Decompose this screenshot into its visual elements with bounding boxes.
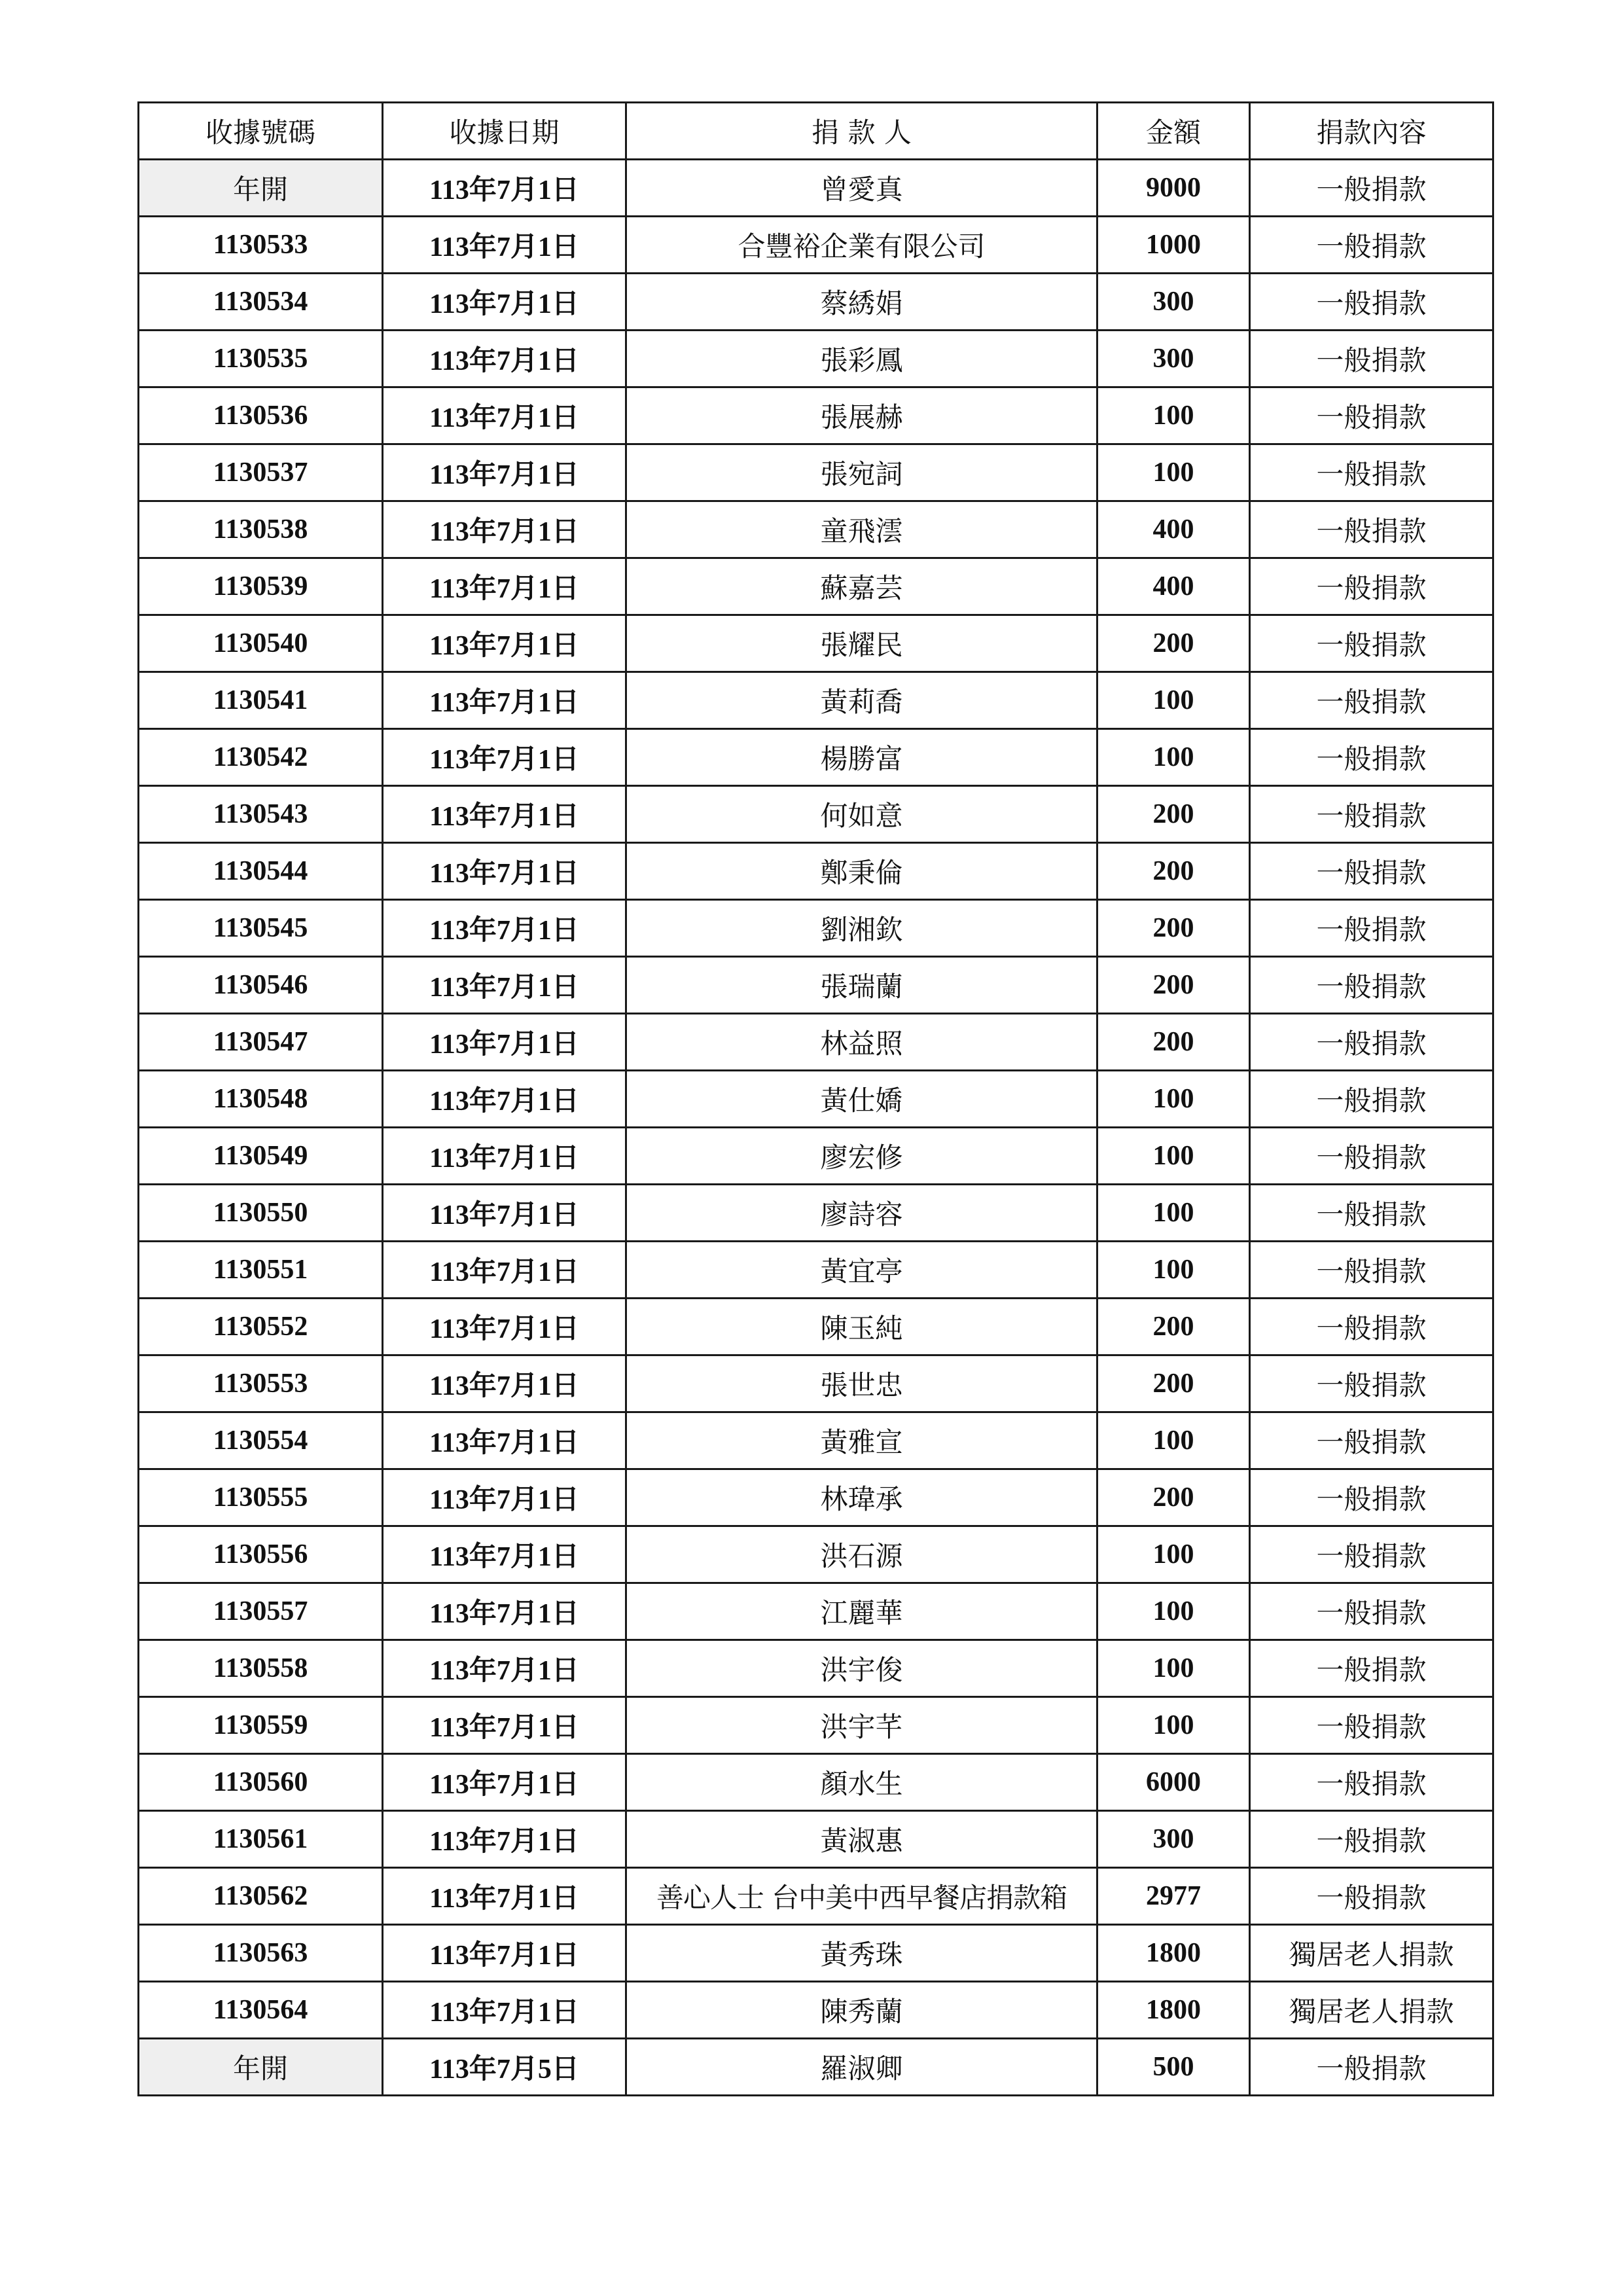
cell-donor: 合豐裕企業有限公司 [626,217,1097,274]
cell-amount: 100 [1097,672,1250,729]
cell-donation-type: 一般捐款 [1250,1071,1493,1128]
cell-amount: 200 [1097,1355,1250,1412]
cell-donation-type: 一般捐款 [1250,1640,1493,1697]
cell-receipt-no: 1130554 [139,1412,383,1469]
cell-amount: 100 [1097,1242,1250,1299]
cell-amount: 300 [1097,274,1250,331]
cell-donation-type: 一般捐款 [1250,957,1493,1014]
table-row [139,2039,1493,2096]
cell-donor: 張彩鳳 [626,331,1097,387]
cell-receipt-no: 1130539 [139,558,383,615]
table-row [139,1355,1493,1412]
table-row [139,1014,1493,1071]
cell-receipt-no: 1130551 [139,1242,383,1299]
cell-receipt-date: 113年7月1日 [383,900,626,957]
table-row [139,444,1493,501]
cell-donor: 羅淑卿 [626,2039,1097,2096]
cell-donation-type: 一般捐款 [1250,729,1493,786]
cell-receipt-date: 113年7月1日 [383,672,626,729]
cell-donation-type: 一般捐款 [1250,1469,1493,1526]
cell-receipt-no: 1130540 [139,615,383,672]
table-row [139,729,1493,786]
cell-receipt-date: 113年7月1日 [383,1469,626,1526]
cell-amount: 200 [1097,1469,1250,1526]
cell-receipt-no: 1130543 [139,786,383,843]
cell-donor: 善心人士 台中美中西早餐店捐款箱 [626,1868,1097,1925]
cell-amount: 1800 [1097,1925,1250,1982]
cell-receipt-date: 113年7月1日 [383,160,626,217]
table-row [139,900,1493,957]
cell-donor: 張世忠 [626,1355,1097,1412]
cell-receipt-date: 113年7月5日 [383,2039,626,2096]
header-receipt-date: 收據日期 [383,103,626,160]
cell-amount: 200 [1097,615,1250,672]
cell-amount: 100 [1097,444,1250,501]
cell-receipt-date: 113年7月1日 [383,1583,626,1640]
cell-receipt-no: 1130561 [139,1811,383,1868]
cell-receipt-no: 1130545 [139,900,383,957]
cell-receipt-no: 1130544 [139,843,383,900]
cell-receipt-date: 113年7月1日 [383,1811,626,1868]
cell-receipt-date: 113年7月1日 [383,1526,626,1583]
cell-amount: 100 [1097,729,1250,786]
cell-amount: 100 [1097,1412,1250,1469]
table-row [139,1128,1493,1185]
cell-donor: 林益照 [626,1014,1097,1071]
cell-amount: 6000 [1097,1754,1250,1811]
table-row [139,1185,1493,1242]
cell-amount: 1800 [1097,1982,1250,2039]
cell-donation-type: 一般捐款 [1250,786,1493,843]
cell-amount: 200 [1097,1014,1250,1071]
cell-donor: 鄭秉倫 [626,843,1097,900]
cell-receipt-date: 113年7月1日 [383,1925,626,1982]
table-row [139,1640,1493,1697]
cell-receipt-date: 113年7月1日 [383,1128,626,1185]
cell-receipt-date: 113年7月1日 [383,387,626,444]
table-row [139,843,1493,900]
cell-receipt-no: 1130548 [139,1071,383,1128]
cell-amount: 200 [1097,900,1250,957]
cell-amount: 200 [1097,843,1250,900]
header-amount: 金額 [1097,103,1250,160]
cell-donor: 蘇嘉芸 [626,558,1097,615]
table-row [139,1982,1493,2039]
cell-amount: 300 [1097,331,1250,387]
cell-receipt-date: 113年7月1日 [383,501,626,558]
table-row [139,160,1493,217]
cell-donation-type: 一般捐款 [1250,444,1493,501]
cell-receipt-no: 1130552 [139,1299,383,1355]
table-row [139,1412,1493,1469]
cell-donation-type: 一般捐款 [1250,1697,1493,1754]
cell-amount: 100 [1097,1697,1250,1754]
header-row [139,103,1493,160]
table-header [139,103,1493,160]
cell-receipt-date: 113年7月1日 [383,786,626,843]
cell-receipt-no: 1130560 [139,1754,383,1811]
cell-receipt-no: 1130559 [139,1697,383,1754]
cell-donation-type: 一般捐款 [1250,331,1493,387]
cell-receipt-date: 113年7月1日 [383,1982,626,2039]
cell-donation-type: 一般捐款 [1250,1185,1493,1242]
cell-receipt-no: 1130535 [139,331,383,387]
table-row [139,1925,1493,1982]
cell-donor: 曾愛真 [626,160,1097,217]
table-row [139,672,1493,729]
cell-receipt-date: 113年7月1日 [383,1299,626,1355]
donation-table [137,101,1494,2096]
cell-receipt-no: 1130541 [139,672,383,729]
cell-amount: 100 [1097,1071,1250,1128]
cell-donor: 廖詩容 [626,1185,1097,1242]
table-row [139,1697,1493,1754]
cell-donor: 洪宇芊 [626,1697,1097,1754]
cell-receipt-date: 113年7月1日 [383,444,626,501]
cell-receipt-date: 113年7月1日 [383,1071,626,1128]
cell-receipt-no: 年開 [139,160,383,217]
header-donation-type: 捐款內容 [1250,103,1493,160]
cell-receipt-date: 113年7月1日 [383,217,626,274]
cell-amount: 500 [1097,2039,1250,2096]
cell-donation-type: 一般捐款 [1250,1754,1493,1811]
cell-donation-type: 一般捐款 [1250,558,1493,615]
cell-donation-type: 一般捐款 [1250,501,1493,558]
header-receipt-no: 收據號碼 [139,103,383,160]
cell-receipt-date: 113年7月1日 [383,274,626,331]
cell-donation-type: 一般捐款 [1250,1014,1493,1071]
cell-receipt-no: 1130555 [139,1469,383,1526]
cell-donation-type: 一般捐款 [1250,1355,1493,1412]
table-row [139,1754,1493,1811]
cell-receipt-date: 113年7月1日 [383,957,626,1014]
table-row [139,786,1493,843]
cell-donation-type: 一般捐款 [1250,615,1493,672]
cell-donor: 張耀民 [626,615,1097,672]
cell-amount: 400 [1097,558,1250,615]
table-body [139,160,1493,2096]
cell-donation-type: 一般捐款 [1250,274,1493,331]
cell-amount: 100 [1097,1583,1250,1640]
cell-donation-type: 一般捐款 [1250,1299,1493,1355]
cell-donor: 陳秀蘭 [626,1982,1097,2039]
cell-donor: 張宛詞 [626,444,1097,501]
cell-donor: 張展赫 [626,387,1097,444]
cell-donor: 何如意 [626,786,1097,843]
cell-amount: 9000 [1097,160,1250,217]
cell-receipt-no: 1130549 [139,1128,383,1185]
cell-donation-type: 一般捐款 [1250,1128,1493,1185]
table-row [139,1868,1493,1925]
table-row [139,387,1493,444]
cell-receipt-date: 113年7月1日 [383,1242,626,1299]
cell-receipt-no: 1130562 [139,1868,383,1925]
cell-receipt-no: 1130534 [139,274,383,331]
cell-amount: 100 [1097,387,1250,444]
cell-receipt-no: 1130557 [139,1583,383,1640]
table-row [139,1811,1493,1868]
cell-donor: 顏水生 [626,1754,1097,1811]
cell-receipt-no: 1130558 [139,1640,383,1697]
cell-amount: 1000 [1097,217,1250,274]
cell-receipt-no: 1130553 [139,1355,383,1412]
cell-donation-type: 一般捐款 [1250,1412,1493,1469]
cell-donor: 黃莉喬 [626,672,1097,729]
table-row [139,331,1493,387]
cell-donation-type: 獨居老人捐款 [1250,1982,1493,2039]
table-row [139,1526,1493,1583]
cell-receipt-no: 年開 [139,2039,383,2096]
cell-donor: 林瑋承 [626,1469,1097,1526]
cell-receipt-no: 1130546 [139,957,383,1014]
cell-donor: 黃秀珠 [626,1925,1097,1982]
table-row [139,1469,1493,1526]
cell-receipt-date: 113年7月1日 [383,1640,626,1697]
cell-amount: 200 [1097,957,1250,1014]
cell-donation-type: 一般捐款 [1250,843,1493,900]
cell-donation-type: 一般捐款 [1250,1811,1493,1868]
table-row [139,501,1493,558]
cell-receipt-date: 113年7月1日 [383,331,626,387]
cell-receipt-date: 113年7月1日 [383,615,626,672]
cell-receipt-no: 1130564 [139,1982,383,2039]
table-row [139,1071,1493,1128]
table-row [139,1583,1493,1640]
cell-donation-type: 一般捐款 [1250,217,1493,274]
cell-receipt-no: 1130563 [139,1925,383,1982]
cell-receipt-date: 113年7月1日 [383,1754,626,1811]
cell-donation-type: 一般捐款 [1250,900,1493,957]
cell-donor: 陳玉純 [626,1299,1097,1355]
table-row [139,558,1493,615]
cell-donation-type: 一般捐款 [1250,1583,1493,1640]
cell-receipt-date: 113年7月1日 [383,558,626,615]
cell-donor: 蔡綉娟 [626,274,1097,331]
cell-donation-type: 一般捐款 [1250,1526,1493,1583]
header-donor: 捐 款 人 [626,103,1097,160]
cell-receipt-date: 113年7月1日 [383,1355,626,1412]
table-row [139,615,1493,672]
cell-donation-type: 一般捐款 [1250,2039,1493,2096]
cell-donor: 黃淑惠 [626,1811,1097,1868]
cell-donor: 童飛澐 [626,501,1097,558]
cell-amount: 200 [1097,1299,1250,1355]
cell-donor: 劉湘欽 [626,900,1097,957]
cell-donation-type: 一般捐款 [1250,672,1493,729]
cell-donor: 黃仕嬌 [626,1071,1097,1128]
cell-receipt-no: 1130556 [139,1526,383,1583]
cell-receipt-date: 113年7月1日 [383,729,626,786]
cell-donor: 洪宇俊 [626,1640,1097,1697]
cell-receipt-date: 113年7月1日 [383,1868,626,1925]
cell-donor: 楊勝富 [626,729,1097,786]
cell-receipt-date: 113年7月1日 [383,1697,626,1754]
cell-amount: 400 [1097,501,1250,558]
cell-amount: 100 [1097,1640,1250,1697]
cell-donor: 江麗華 [626,1583,1097,1640]
cell-amount: 100 [1097,1526,1250,1583]
cell-donor: 黃宜亭 [626,1242,1097,1299]
cell-donation-type: 一般捐款 [1250,160,1493,217]
cell-amount: 300 [1097,1811,1250,1868]
cell-amount: 200 [1097,786,1250,843]
cell-receipt-no: 1130538 [139,501,383,558]
table-row [139,957,1493,1014]
cell-donation-type: 一般捐款 [1250,387,1493,444]
cell-receipt-no: 1130533 [139,217,383,274]
cell-donor: 洪石源 [626,1526,1097,1583]
cell-receipt-date: 113年7月1日 [383,1014,626,1071]
cell-donor: 廖宏修 [626,1128,1097,1185]
cell-donor: 黃雅宣 [626,1412,1097,1469]
table-row [139,217,1493,274]
cell-donation-type: 獨居老人捐款 [1250,1925,1493,1982]
cell-amount: 100 [1097,1185,1250,1242]
cell-donation-type: 一般捐款 [1250,1242,1493,1299]
cell-donor: 張瑞蘭 [626,957,1097,1014]
cell-receipt-no: 1130550 [139,1185,383,1242]
cell-amount: 100 [1097,1128,1250,1185]
cell-receipt-date: 113年7月1日 [383,1412,626,1469]
table-row [139,1299,1493,1355]
cell-receipt-no: 1130547 [139,1014,383,1071]
cell-receipt-no: 1130536 [139,387,383,444]
cell-donation-type: 一般捐款 [1250,1868,1493,1925]
cell-receipt-date: 113年7月1日 [383,1185,626,1242]
cell-receipt-date: 113年7月1日 [383,843,626,900]
cell-receipt-no: 1130537 [139,444,383,501]
table-row [139,1242,1493,1299]
cell-amount: 2977 [1097,1868,1250,1925]
cell-receipt-no: 1130542 [139,729,383,786]
table-row [139,274,1493,331]
